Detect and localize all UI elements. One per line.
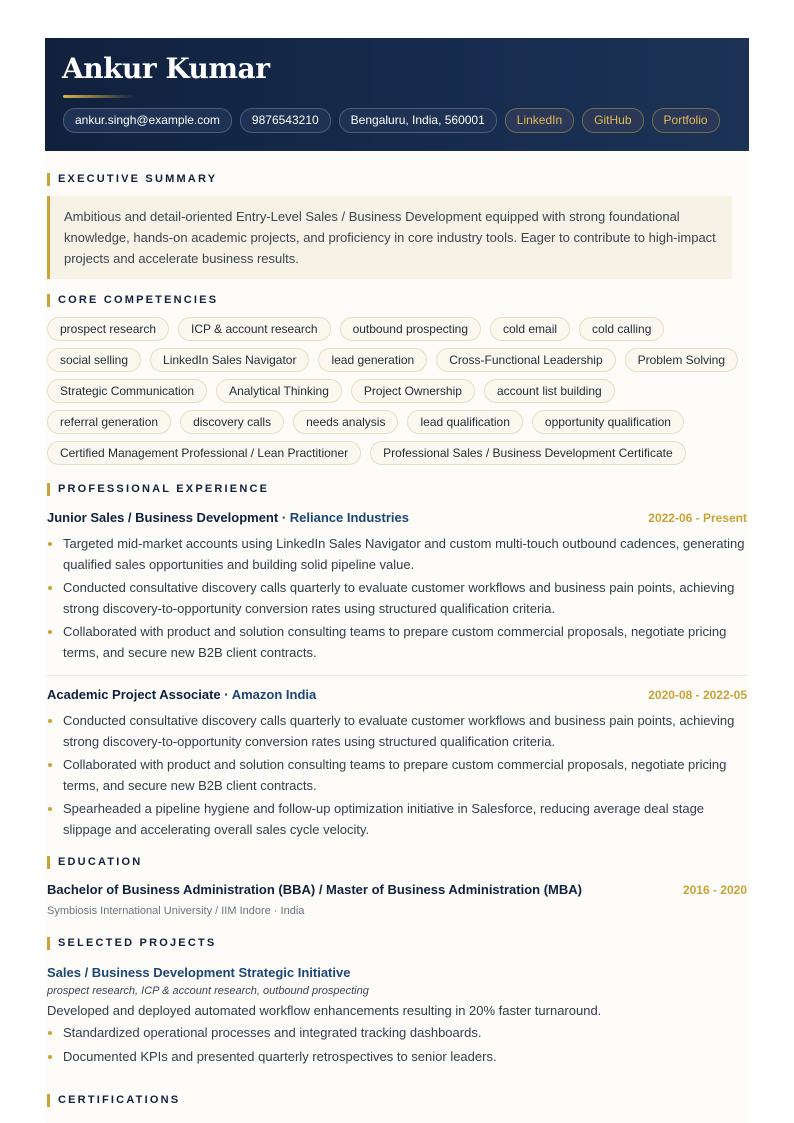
experience-divider xyxy=(47,675,747,676)
job-bullets xyxy=(47,711,747,840)
job-heading xyxy=(47,510,747,528)
section-title-projects: SELECTED PROJECTS xyxy=(47,936,216,950)
phone-pill[interactable]: 9876543210 xyxy=(240,108,331,133)
project-description: Developed and deployed automated workflow enhancements resulting in 20% faster turnaround. xyxy=(47,1003,602,1018)
competency-chip: ICP & account research xyxy=(178,317,331,341)
competency-chip: account list building xyxy=(484,379,615,403)
project-bullets xyxy=(47,1023,747,1067)
competency-chip: lead generation xyxy=(318,348,427,372)
competency-chip: Problem Solving xyxy=(625,348,738,372)
competency-chip: cold calling xyxy=(579,317,664,341)
resume-header xyxy=(45,38,749,151)
job-bullet: Spearheaded a pipeline hygiene and follow-up optimization initiative in Salesforce, reducing average deal stage slippage and accelerating overall sales cycle velocity. xyxy=(47,799,747,840)
competency-chip: lead qualification xyxy=(407,410,522,434)
degree-name: Bachelor of Business Administration (BBA) / Master of Business Administration (MBA) xyxy=(47,882,582,897)
job-separator: · xyxy=(220,687,232,702)
job-bullet: Collaborated with product and solution consulting teams to prepare custom commercial proposals, negotiate pricing terms, and secure new B2B client contracts. xyxy=(47,755,747,796)
section-title-education: EDUCATION xyxy=(47,855,142,869)
portfolio-link[interactable]: Portfolio xyxy=(652,108,720,133)
project-bullet: Standardized operational processes and integrated tracking dashboards. xyxy=(47,1023,747,1044)
experience-entry xyxy=(47,510,747,663)
competency-chips xyxy=(47,317,747,465)
section-title-experience: PROFESSIONAL EXPERIENCE xyxy=(47,482,269,496)
section-title-competencies: CORE COMPETENCIES xyxy=(47,293,218,307)
competency-chip: Cross-Functional Leadership xyxy=(436,348,615,372)
job-dates: 2020-08 - 2022-05 xyxy=(648,688,747,702)
job-role: Academic Project Associate xyxy=(47,687,221,702)
competency-chip: referral generation xyxy=(47,410,171,434)
name-underline xyxy=(63,95,135,98)
school-name: Symbiosis International University / IIM Indore · India xyxy=(47,905,305,917)
section-title-certifications: CERTIFICATIONS xyxy=(47,1093,180,1107)
competency-chip: prospect research xyxy=(47,317,169,341)
competency-chip: cold email xyxy=(490,317,570,341)
competency-chip: Project Ownership xyxy=(351,379,475,403)
contact-bar xyxy=(63,108,720,133)
education-dates: 2016 - 2020 xyxy=(682,883,747,897)
job-bullets xyxy=(47,534,747,663)
project-entry xyxy=(47,965,747,1067)
competency-chip: LinkedIn Sales Navigator xyxy=(150,348,309,372)
job-company: Reliance Industries xyxy=(289,510,409,525)
experience-entry xyxy=(47,687,747,840)
job-bullet: Targeted mid-market accounts using LinkedIn Sales Navigator and custom multi-touch outbound cadences, generating qualified sales opportunities and building solid pipeline value. xyxy=(47,534,747,575)
competency-chip: opportunity qualification xyxy=(532,410,684,434)
location-pill: Bengaluru, India, 560001 xyxy=(339,108,497,133)
competency-chip: Analytical Thinking xyxy=(216,379,342,403)
job-bullet: Collaborated with product and solution consulting teams to prepare custom commercial proposals, negotiate pricing terms, and secure new B2B client contracts. xyxy=(47,622,747,663)
github-link[interactable]: GitHub xyxy=(582,108,643,133)
competency-chip: needs analysis xyxy=(293,410,398,434)
job-separator: · xyxy=(278,510,290,525)
job-bullet: Conducted consultative discovery calls quarterly to evaluate customer workflows and business pain points, achieving strong discovery-to-opportunity conversion rates using structured qualification criteria. xyxy=(47,578,747,619)
education-entry xyxy=(47,882,747,917)
education-heading xyxy=(47,882,747,900)
job-dates: 2022-06 - Present xyxy=(648,511,747,525)
competency-chip: Certified Management Professional / Lean Practitioner xyxy=(47,441,361,465)
project-title: Sales / Business Development Strategic Initiative xyxy=(47,965,351,980)
competency-chip: outbound prospecting xyxy=(340,317,481,341)
project-bullet: Documented KPIs and presented quarterly retrospectives to senior leaders. xyxy=(47,1047,747,1068)
summary-box: Ambitious and detail-oriented Entry-Level Sales / Business Development equipped with strong foundational knowledge, hands-on academic projects, and proficiency in core industry tools. Eager to contribute to high-impact projects and accelerate business results. xyxy=(47,196,732,279)
competency-chip: Strategic Communication xyxy=(47,379,207,403)
competency-chip: discovery calls xyxy=(180,410,284,434)
job-bullet: Conducted consultative discovery calls quarterly to evaluate customer workflows and business pain points, achieving strong discovery-to-opportunity conversion rates using structured qualification criteria. xyxy=(47,711,747,752)
job-heading xyxy=(47,687,747,705)
job-role: Junior Sales / Business Development xyxy=(47,510,279,525)
resume-page xyxy=(45,38,749,1123)
email-pill[interactable]: ankur.singh@example.com xyxy=(63,108,232,133)
competency-chip: Professional Sales / Business Development Certificate xyxy=(370,441,685,465)
section-title-summary: EXECUTIVE SUMMARY xyxy=(47,172,217,186)
linkedin-link[interactable]: LinkedIn xyxy=(505,108,574,133)
competency-chip: social selling xyxy=(47,348,141,372)
candidate-name: Ankur Kumar xyxy=(62,52,270,85)
project-tags: prospect research, ICP & account research, outbound prospecting xyxy=(47,985,369,997)
job-company: Amazon India xyxy=(231,687,317,702)
